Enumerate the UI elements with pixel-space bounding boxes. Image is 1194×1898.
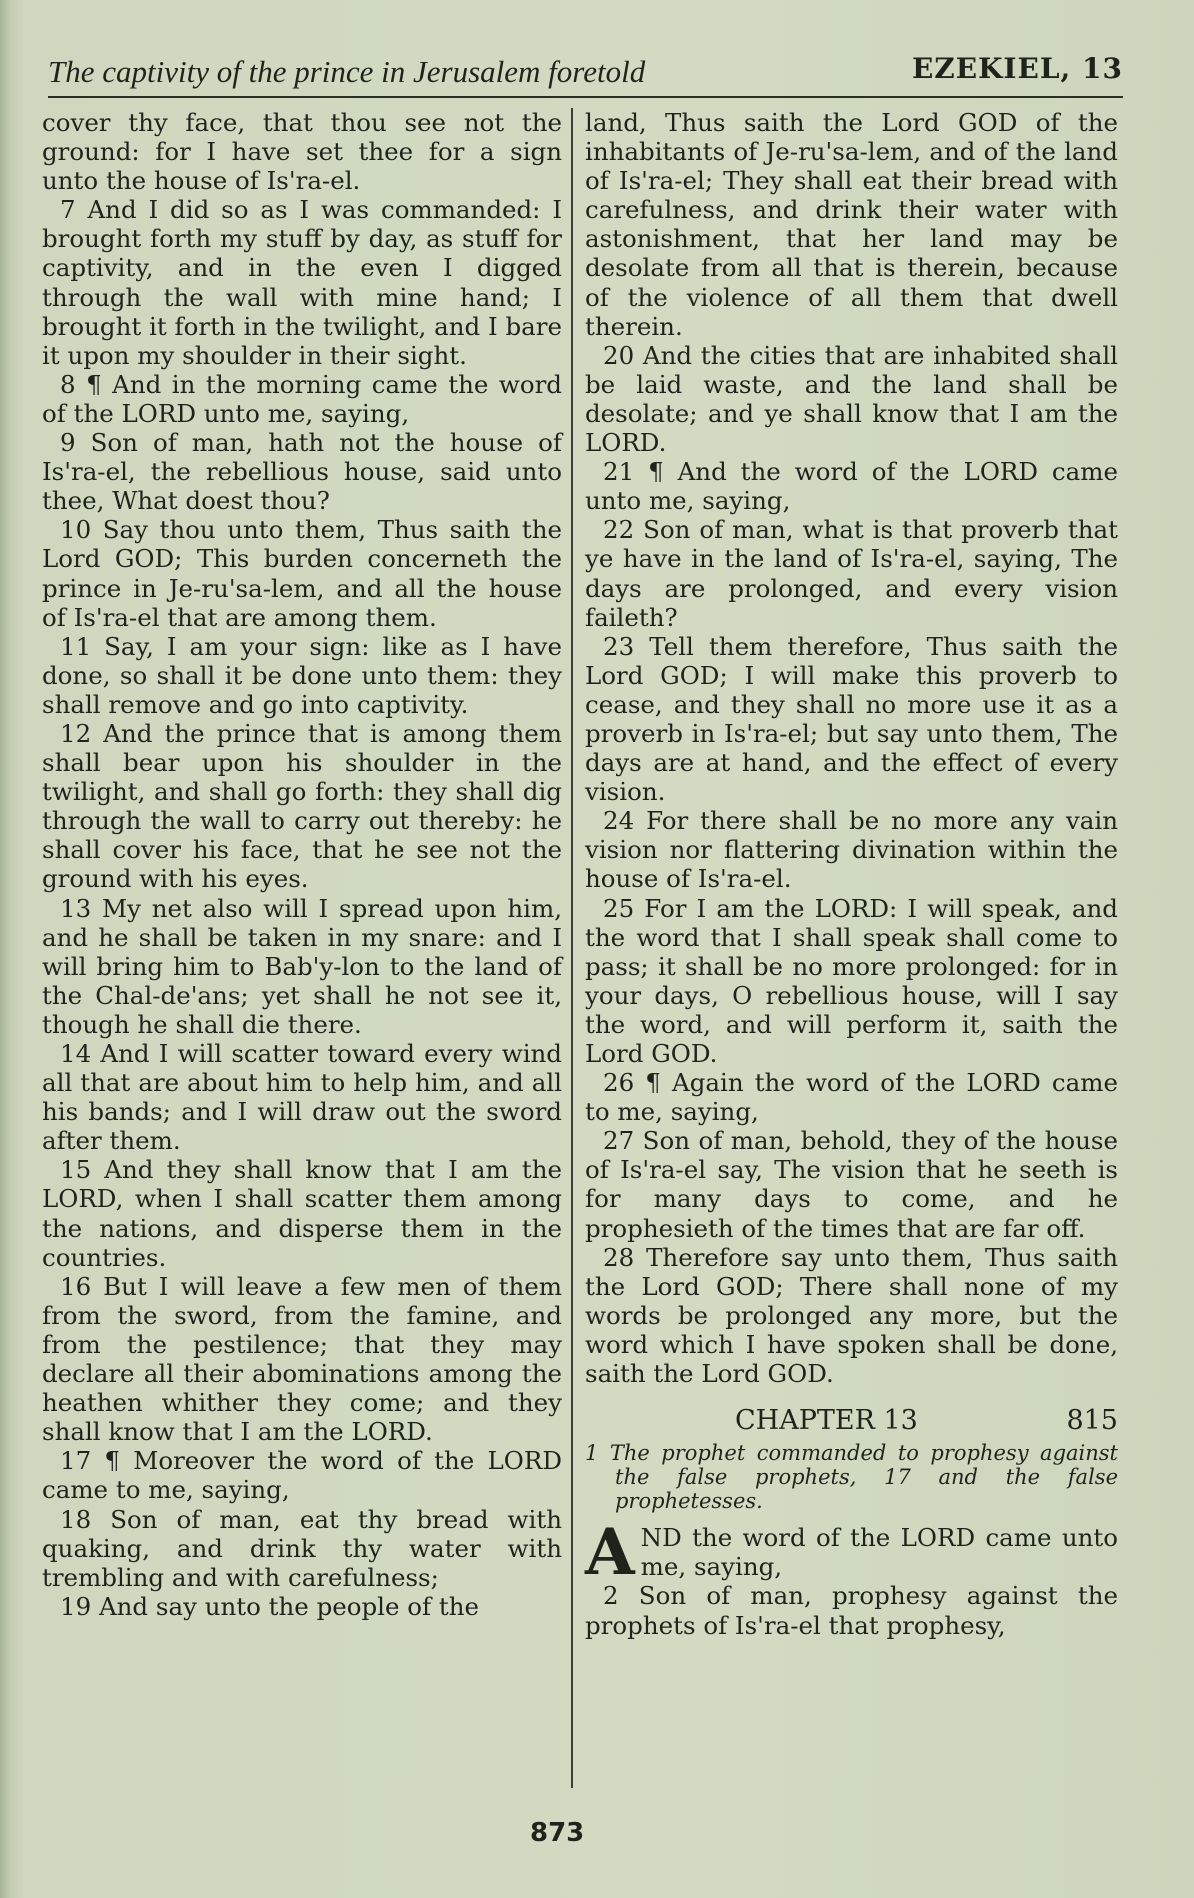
verse-12: 12 And the prince that is among them shall bear upon his shoulder in the twilight, and shall go forth: they shall dig through the wall to carry out thereby: he shall cover his face, that he see not the ground with his eyes. [42,718,562,894]
verse-16: 16 But I will leave a few men of them from the sword, from the famine, and from the pestilence; that they may declare all their abominations among the heathen whither they come; and they shall know that I am the LORD. [42,1271,562,1447]
chapter-first-verse [585,1515,1118,1591]
verse-23: 23 Tell them therefore, Thus saith the Lord GOD; I will make this proverb to cease, and they shall no more use it as a proverb in Is'ra-el; but say unto them, The days are at hand, and the effect of every vision. [585,631,1118,807]
right-column [585,108,1118,1640]
verse-19: 19 And say unto the people of the [60,1591,480,1621]
verse-19-continuation: land, Thus saith the Lord GOD of the inhabitants of Je-ru'sa-lem, and of the land of Is'ra-el; They shall eat their bread with carefulness, and drink their water with astonishment, that her land may be desolate from all that is therein, because of the violence of all them that dwell therein. [585,108,1118,341]
verse-24: 24 For there shall be no more any vain vision nor flattering divination within the house of Is'ra-el. [585,806,1118,894]
first-verse-text: ND the word of the LORD came unto me, saying, [640,1523,1118,1582]
verse-8: 8 ¶ And in the morning came the word of the LORD unto me, saying, [42,369,562,428]
chapter-summary: 1 The prophet commanded to prophesy against the false prophets, 17 and the false prophetesses. [585,1441,1118,1514]
page-number: 873 [530,1818,585,1848]
verse-continuation: cover thy face, that thou see not the ground: for I have set thee for a sign unto the house of Is'ra-el. [42,108,562,196]
chapter-reference-number: 815 [1066,1405,1118,1437]
chapter-heading [735,1406,1118,1435]
verse-25: 25 For I am the LORD: I will speak, and the word that I shall speak shall come to pass; it shall be no more prolonged: for in your days, O rebellious house, will I say the word, and will perform it, saith the Lord GOD. [585,893,1118,1068]
book-chapter-title: EZEKIEL, 13 [911,52,1123,85]
verse-13: 13 My net also will I spread upon him, and he shall be taken in my snare: and I will bring him to Bab'y-lon to the land of the Chal-de'ans; yet shall he not see it, though he shall die there. [42,893,562,1039]
verse-9: 9 Son of man, hath not the house of Is'ra-el, the rebellious house, said unto thee, What doest thou? [42,428,562,516]
verse-21: 21 ¶ And the word of the LORD came unto me, saying, [585,457,1118,516]
drop-cap: A [585,1515,635,1591]
verse-15: 15 And they shall know that I am the LORD, when I shall scatter them among the nations, and disperse them in the countries. [42,1155,562,1272]
column-divider [571,108,573,1788]
verse-17: 17 ¶ Moreover the word of the LORD came to me, saying, [42,1446,562,1505]
verse-14: 14 And I will scatter toward every wind all that are about him to help him, and all his bands; and I will draw out the sword after them. [42,1039,562,1156]
verse-18: 18 Son of man, eat thy bread with quaking, and drink thy water with trembling and with carefulness; [42,1504,562,1592]
running-title: The captivity of the prince in Jerusalem foretold [48,54,646,89]
verse-27: 27 Son of man, behold, they of the house of Is'ra-el say, The vision that he seeth is for many days to come, and he prophesieth of the times that are far off. [585,1126,1118,1243]
verse-28: 28 Therefore say unto them, Thus saith the Lord GOD; There shall none of my words be prolonged any more, but the word which I have spoken shall be done, saith the Lord GOD. [585,1242,1118,1389]
chapter-verse-2: 2 Son of man, prophesy against the prophets of Is'ra-el that prophesy, [585,1581,1118,1640]
verse-20: 20 And the cities that are inhabited shall be laid waste, and the land shall be desolate; and ye shall know that I am the LORD. [585,340,1118,458]
verse-10: 10 Say thou unto them, Thus saith the Lord GOD; This burden concerneth the prince in Je-ru'sa-lem, and all the house of Is'ra-el that are among them. [42,515,562,632]
verse-26: 26 ¶ Again the word of the LORD came to me, saying, [585,1068,1118,1127]
verse-22: 22 Son of man, what is that proverb that ye have in the land of Is'ra-el, saying, The days are prolonged, and every vision faileth? [585,515,1118,632]
page-header [48,52,1123,98]
verse-7: 7 And I did so as I was commanded: I brought forth my stuff by day, as stuff for captivity, and in the even I digged through the wall with mine hand; I brought it forth in the twilight, and I bare it upon my shoulder in their sight. [42,195,562,370]
left-column [42,108,562,1621]
verse-11: 11 Say, I am your sign: like as I have done, so shall it be done unto them: they shall remove and go into captivity. [42,631,562,719]
chapter-title: CHAPTER 13 [735,1405,918,1437]
